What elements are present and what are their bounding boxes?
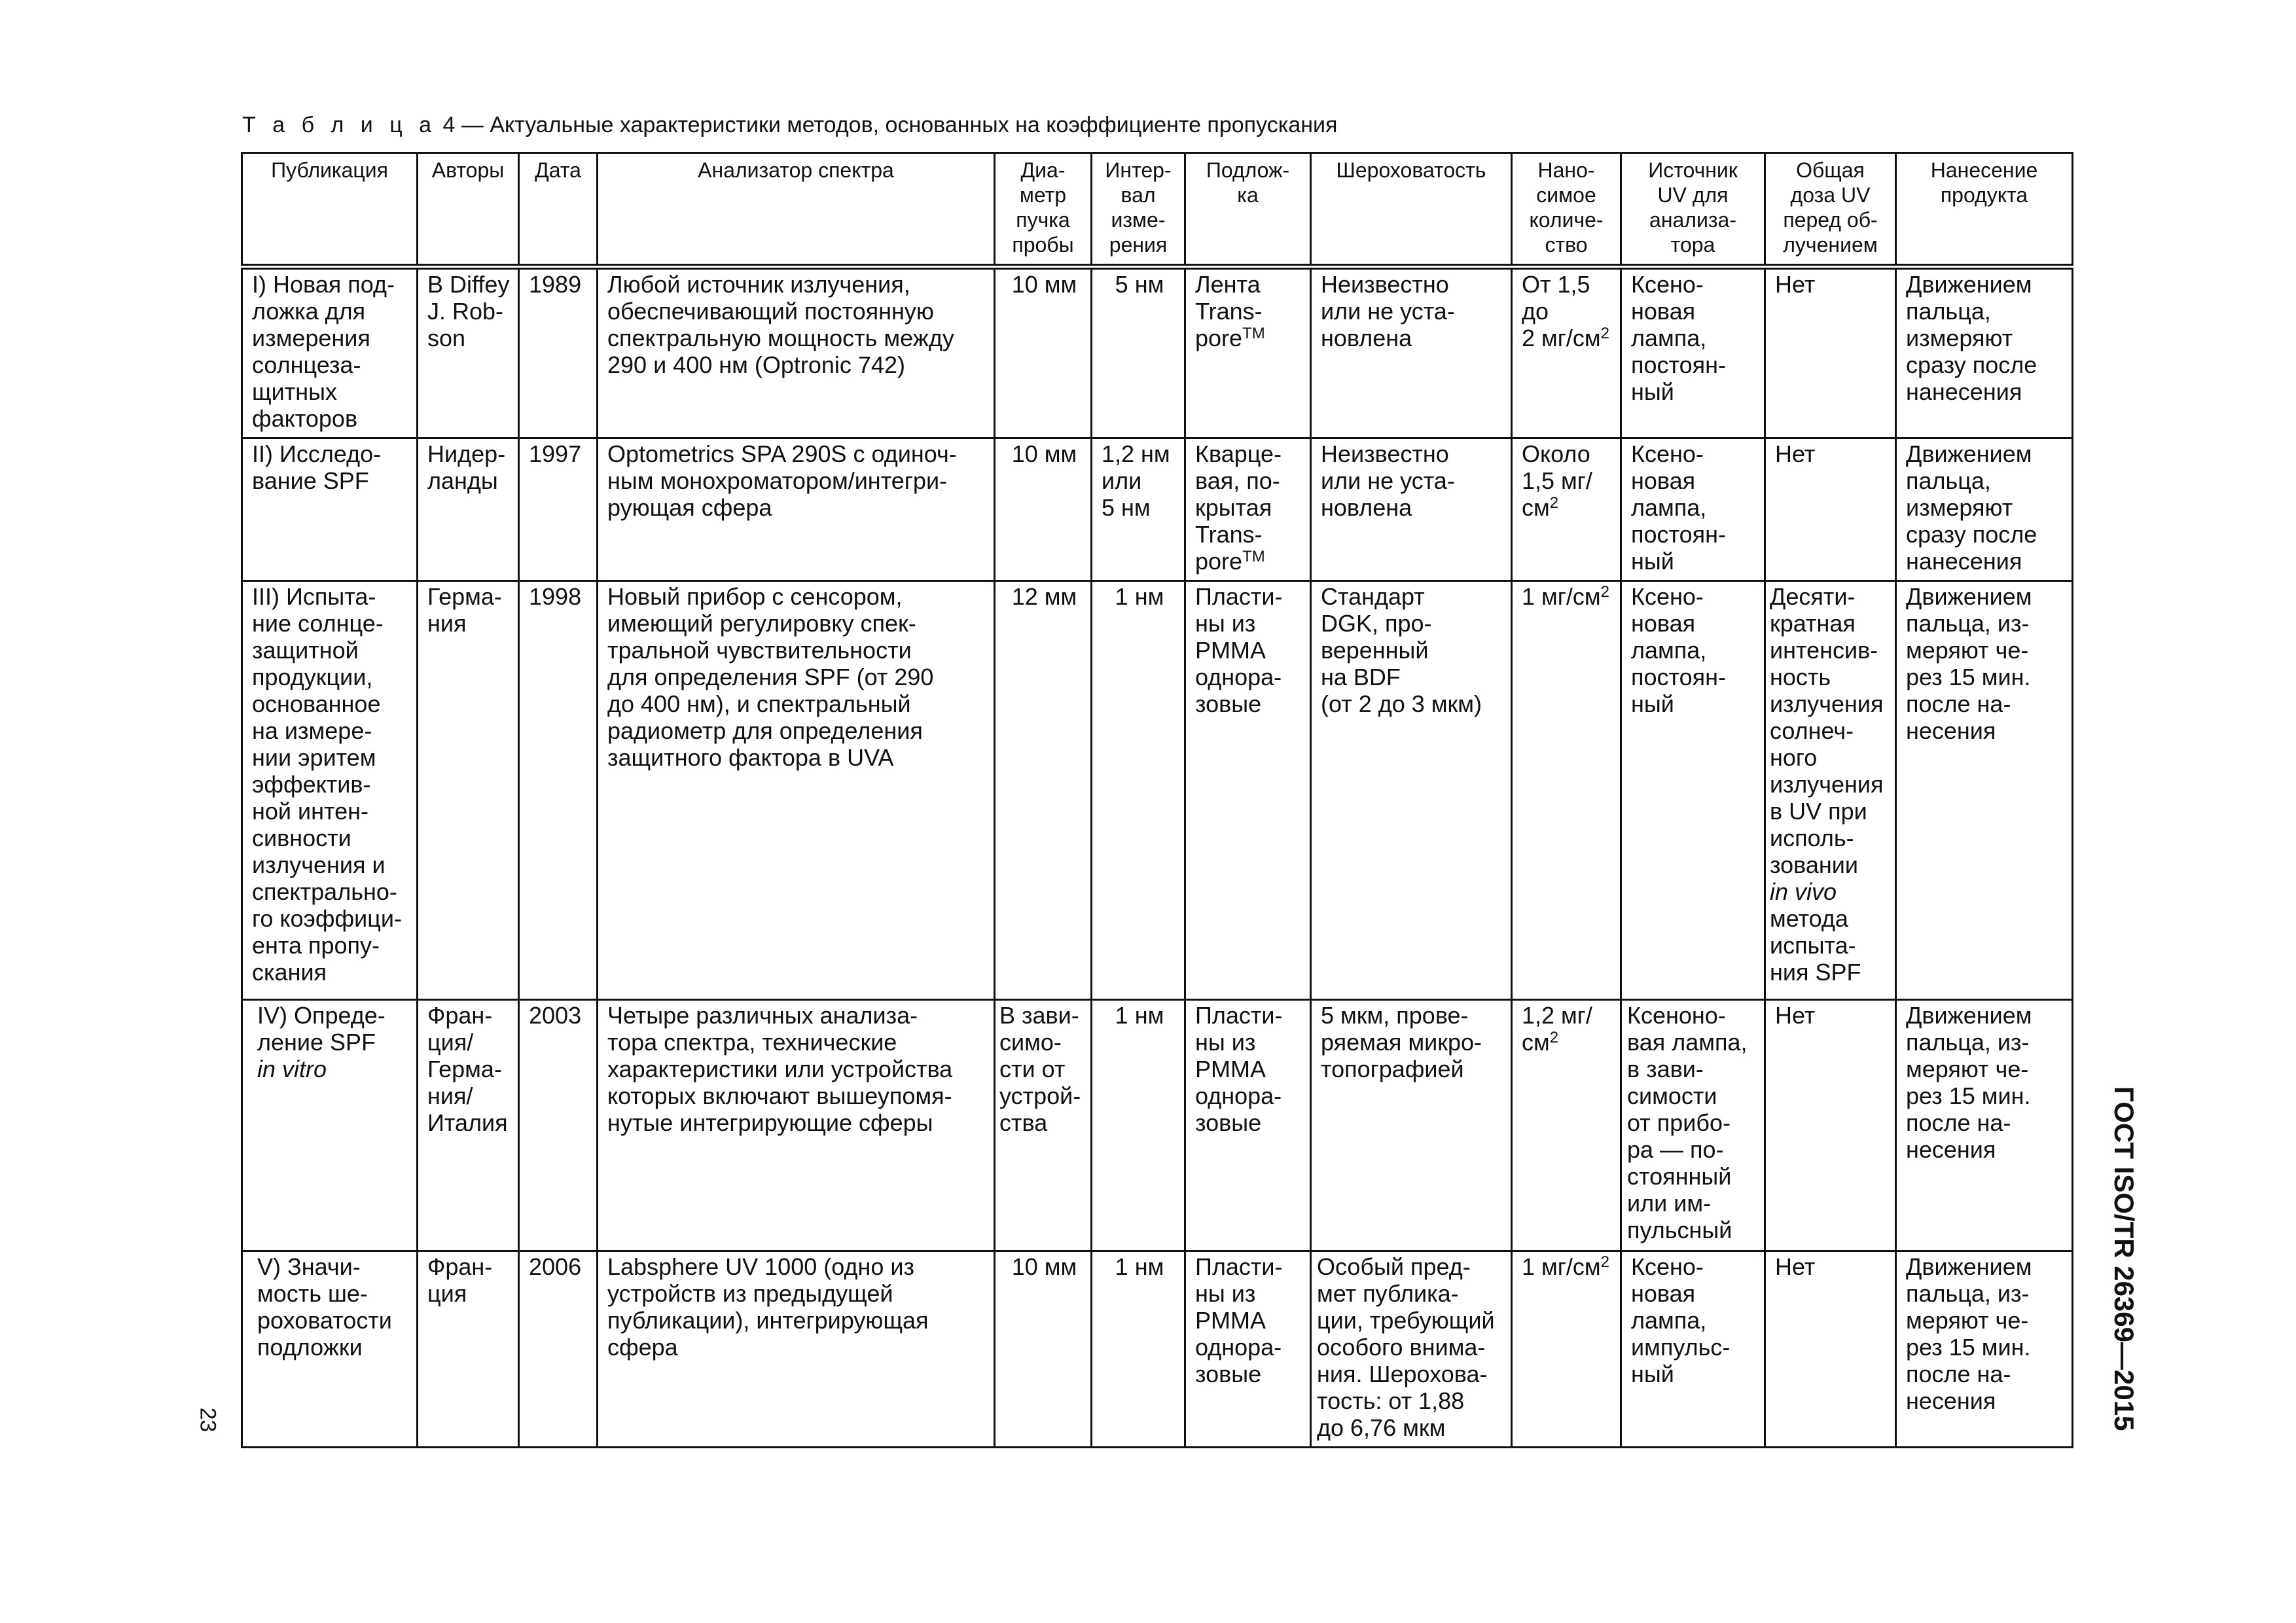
cell-publication: II) Исследо- вание SPF <box>242 438 418 581</box>
cell-substrate <box>1185 438 1311 581</box>
cell-roughness: Стандарт DGK, про- веренный на BDF (от 2 до 3 мкм) <box>1311 581 1512 1000</box>
cell-diameter: 10 мм <box>995 267 1092 438</box>
trademark-sup: TM <box>1242 325 1265 342</box>
cell-analyzer: Четыре различных анализа- тора спектра, технические характеристики или устройства которых включают вышеупомя- нутые интегрирующие сферы <box>598 1000 995 1251</box>
superscript: 2 <box>1600 1253 1610 1271</box>
cell-roughness: Неизвестно или не уста- новлена <box>1311 267 1512 438</box>
cell-interval: 1 нм <box>1092 1000 1185 1251</box>
cell-amount <box>1512 438 1621 581</box>
table-header-row <box>242 153 2073 267</box>
cell-amount <box>1512 1000 1621 1251</box>
cell-date: 2006 <box>519 1251 598 1448</box>
cell-publication: III) Испыта- ние солнце- защитной продукции, основанное на измере- нии эритем эффектив- ной интен- сивности излучения и спектрально- го коэффици- ента пропу- скания <box>242 581 418 1000</box>
cell-amount <box>1512 1251 1621 1448</box>
superscript: 2 <box>1549 1029 1559 1046</box>
cell-diameter: 12 мм <box>995 581 1092 1000</box>
cell-application: Движением пальца, измеряют сразу после нанесения <box>1896 267 2073 438</box>
cell-publication: I) Новая под- ложка для измерения солнцеза- щитных факторов <box>242 267 418 438</box>
cell-uv-dose: Нет <box>1765 1000 1896 1251</box>
header-cell: Интер- вал изме- рения <box>1092 153 1185 267</box>
page-number: 23 <box>195 1407 221 1433</box>
cell-uv-source: Ксено- новая лампа, постоян- ный <box>1621 581 1765 1000</box>
trademark-sup: TM <box>1242 548 1265 565</box>
table-row <box>242 1000 2073 1251</box>
cell-date: 2003 <box>519 1000 598 1251</box>
cell-application: Движением пальца, измеряют сразу после нанесения <box>1896 438 2073 581</box>
header-cell: Подлож- ка <box>1185 153 1311 267</box>
table-row <box>242 267 2073 438</box>
superscript: 2 <box>1600 583 1610 601</box>
cell-publication <box>242 1000 418 1251</box>
cell-authors: Нидер- ланды <box>418 438 519 581</box>
cell-date: 1998 <box>519 581 598 1000</box>
cell-interval: 5 нм <box>1092 267 1185 438</box>
cell-roughness: 5 мкм, прове- ряемая микро- топографией <box>1311 1000 1512 1251</box>
cell-analyzer: Новый прибор с сенсором, имеющий регулировку спек- тральной чувствительности для определения SPF (от 290 до 400 нм), и спектральный радиометр для определения защитного фактора в UVA <box>598 581 995 1000</box>
cell-date: 1989 <box>519 267 598 438</box>
table-row <box>242 581 2073 1000</box>
cell-date: 1997 <box>519 438 598 581</box>
cell-application: Движением пальца, из- меряют че- рез 15 мин. после на- несения <box>1896 1000 2073 1251</box>
header-cell: Нано- симое количе- ство <box>1512 153 1621 267</box>
header-cell: Общая доза UV перед об- лучением <box>1765 153 1896 267</box>
characteristics-table <box>241 152 2073 1448</box>
publication-text: IV) Опреде- ление SPF <box>257 1002 386 1056</box>
cell-analyzer: Optometrics SPA 290S с одиноч- ным монохроматором/интегри- рующая сфера <box>598 438 995 581</box>
caption-text: 4 — Актуальные характеристики методов, основанных на коэффициенте пропускания <box>442 113 1338 137</box>
cell-uv-source: Ксеноно- вая лампа, в зави- симости от прибо- ра — по- стоянный или им- пульсный <box>1621 1000 1765 1251</box>
cell-substrate: Пласти- ны из PMMA однора- зовые <box>1185 1251 1311 1448</box>
superscript: 2 <box>1600 325 1610 342</box>
cell-authors: B Diffey J. Rob- son <box>418 267 519 438</box>
header-cell: Анализатор спектра <box>598 153 995 267</box>
cell-interval: 1 нм <box>1092 581 1185 1000</box>
table-row <box>242 438 2073 581</box>
cell-analyzer: Любой источник излучения, обеспечивающий постоянную спектральную мощность между 290 и 400 нм (Optronic 742) <box>598 267 995 438</box>
substrate-text: Лента Trans- pore <box>1195 271 1263 351</box>
superscript: 2 <box>1549 494 1559 512</box>
cell-substrate: Пласти- ны из PMMA однора- зовые <box>1185 1000 1311 1251</box>
cell-substrate: Пласти- ны из PMMA однора- зовые <box>1185 581 1311 1000</box>
cell-uv-source: Ксено- новая лампа, постоян- ный <box>1621 438 1765 581</box>
cell-diameter: 10 мм <box>995 438 1092 581</box>
amount-text: Около 1,5 мг/ см <box>1522 440 1592 521</box>
amount-text: 1,2 мг/ см <box>1522 1002 1592 1056</box>
cell-diameter: В зави- симо- сти от устрой- ства <box>995 1000 1092 1251</box>
cell-publication: V) Значи- мость ше- роховатости подложки <box>242 1251 418 1448</box>
header-cell: Публикация <box>242 153 418 267</box>
header-cell: Авторы <box>418 153 519 267</box>
cell-uv-dose <box>1765 581 1896 1000</box>
caption-label: Т а б л и ц а <box>242 113 437 137</box>
cell-interval: 1,2 нм или 5 нм <box>1092 438 1185 581</box>
dose-text-end: метода испыта- ния SPF <box>1770 905 1861 986</box>
header-cell: Диа- метр пучка пробы <box>995 153 1092 267</box>
cell-application: Движением пальца, из- меряют че- рез 15 мин. после на- несения <box>1896 1251 2073 1448</box>
cell-uv-dose: Нет <box>1765 1251 1896 1448</box>
cell-analyzer: Labsphere UV 1000 (одно из устройств из предыдущей публикации), интегрирующая сфера <box>598 1251 995 1448</box>
header-cell: Источник UV для анализа- тора <box>1621 153 1765 267</box>
cell-uv-dose: Нет <box>1765 267 1896 438</box>
header-cell: Шероховатость <box>1311 153 1512 267</box>
cell-uv-source: Ксено- новая лампа, импульс- ный <box>1621 1251 1765 1448</box>
amount-text: От 1,5 до 2 мг/см <box>1522 271 1601 351</box>
cell-roughness: Особый пред- мет публика- ции, требующий особого внима- ния. Шерохова- тость: от 1,88 до 6,76 мкм <box>1311 1251 1512 1448</box>
cell-authors: Фран- ция <box>418 1251 519 1448</box>
header-cell: Нанесение продукта <box>1896 153 2073 267</box>
cell-amount <box>1512 581 1621 1000</box>
header-cell: Дата <box>519 153 598 267</box>
table-caption <box>242 113 1337 138</box>
cell-application: Движением пальца, из- меряют че- рез 15 мин. после на- несения <box>1896 581 2073 1000</box>
cell-uv-dose: Нет <box>1765 438 1896 581</box>
publication-italic-text: in vitro <box>257 1056 327 1082</box>
cell-diameter: 10 мм <box>995 1251 1092 1448</box>
table-row <box>242 1251 2073 1448</box>
cell-roughness: Неизвестно или не уста- новлена <box>1311 438 1512 581</box>
cell-amount <box>1512 267 1621 438</box>
substrate-text: Кварце- вая, по- крытая Trans- pore <box>1195 440 1282 575</box>
cell-interval: 1 нм <box>1092 1251 1185 1448</box>
amount-text: 1 мг/см <box>1522 1253 1601 1280</box>
dose-italic-text: in vivo <box>1770 878 1837 905</box>
document-standard-title: ГОСТ ISO/TR 26369—2015 <box>2109 1086 2140 1431</box>
cell-authors: Фран- ция/ Герма- ния/ Италия <box>418 1000 519 1251</box>
cell-authors: Герма- ния <box>418 581 519 1000</box>
dose-text: Десяти- кратная интенсив- ность излучения солнеч- ного излучения в UV при исполь- зовании <box>1770 583 1884 878</box>
cell-uv-source: Ксено- новая лампа, постоян- ный <box>1621 267 1765 438</box>
amount-text: 1 мг/см <box>1522 583 1601 610</box>
cell-substrate <box>1185 267 1311 438</box>
